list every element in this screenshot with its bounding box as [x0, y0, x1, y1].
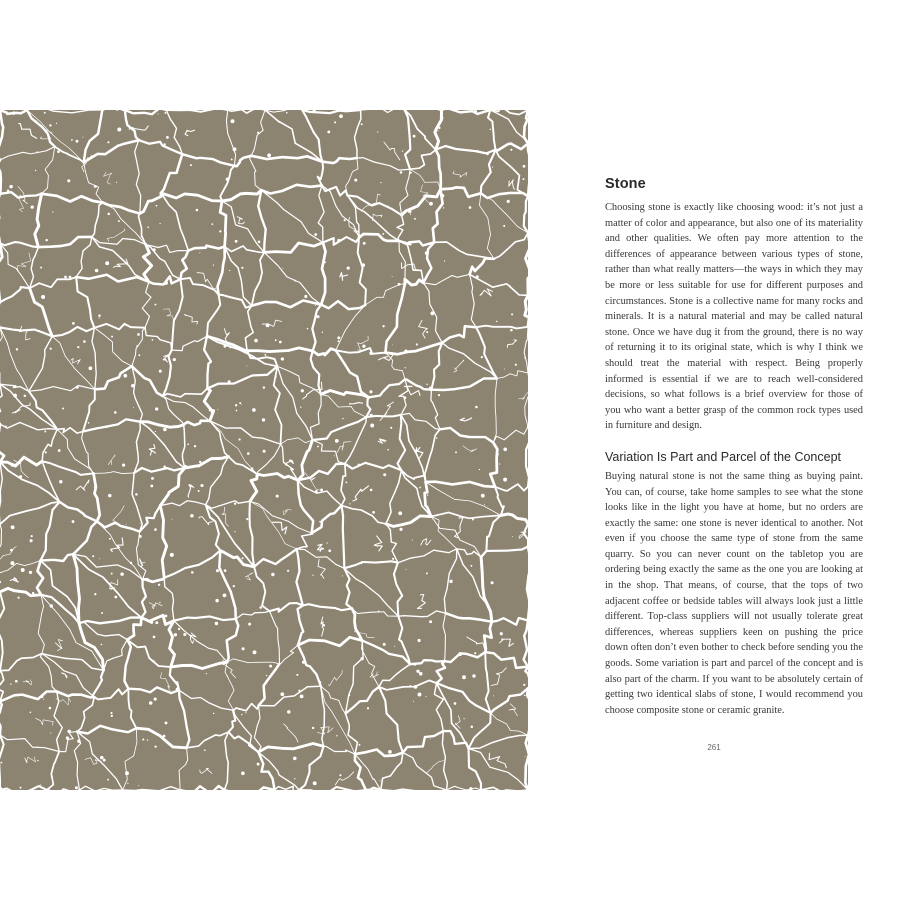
- text-page: [528, 110, 900, 790]
- text-column: [605, 176, 863, 718]
- subsection-heading: Variation Is Part and Parcel of the Concept: [605, 449, 842, 464]
- page-number: 261: [707, 743, 721, 752]
- section-heading: Stone: [605, 176, 646, 192]
- book-spread: [0, 110, 900, 790]
- variation-paragraph: Buying natural stone is not the same thing as buying paint. You can, of course, take home samples to see what the stone looks like in the light you have at home, but no orders are exactly the same: one stone is never identical to another. Not even if you choose the same type of stone from the same quarry. So you can never count on the tabletop you are ordering being exactly the same as the one you are looking at in the shop. That means, of course, that the tops of two adjacent coffee or bedside tables will always look just a little different. Top-class suppliers will not usually tolerate great differences, whereas suppliers keen on pushing the price down often don’t even bother to check before sending you the goods. Some variation is part and parcel of the concept and is also part of the charm. If you want to be absolutely certain of getting two identical slabs of stone, I would recommend you choose composite stone or ceramic granite.: [605, 470, 863, 716]
- stone-texture-image: [0, 110, 528, 790]
- cracked-stone-pattern: [0, 110, 528, 790]
- intro-paragraph: Choosing stone is exactly like choosing wood: it’s not just a matter of color and appearance, but also one of its materiality and other qualities. We often pay more attention to the differences of appearance between various types of stone, rather than what really matters—the ways in which they may be more or less suitable for use for different purposes and circumstances. Stone is a collective name for many rocks and minerals. It is a natural material and may be called natural stone. Once we have dug it from the ground, there is no way of returning it to its original state, which is why I think we should treat the material with respect. Being properly informed is essential if we are to reach well-considered decisions, so what follows is a brief overview for those of you who want a better grasp of the common rock types used in furniture and design.: [605, 202, 863, 432]
